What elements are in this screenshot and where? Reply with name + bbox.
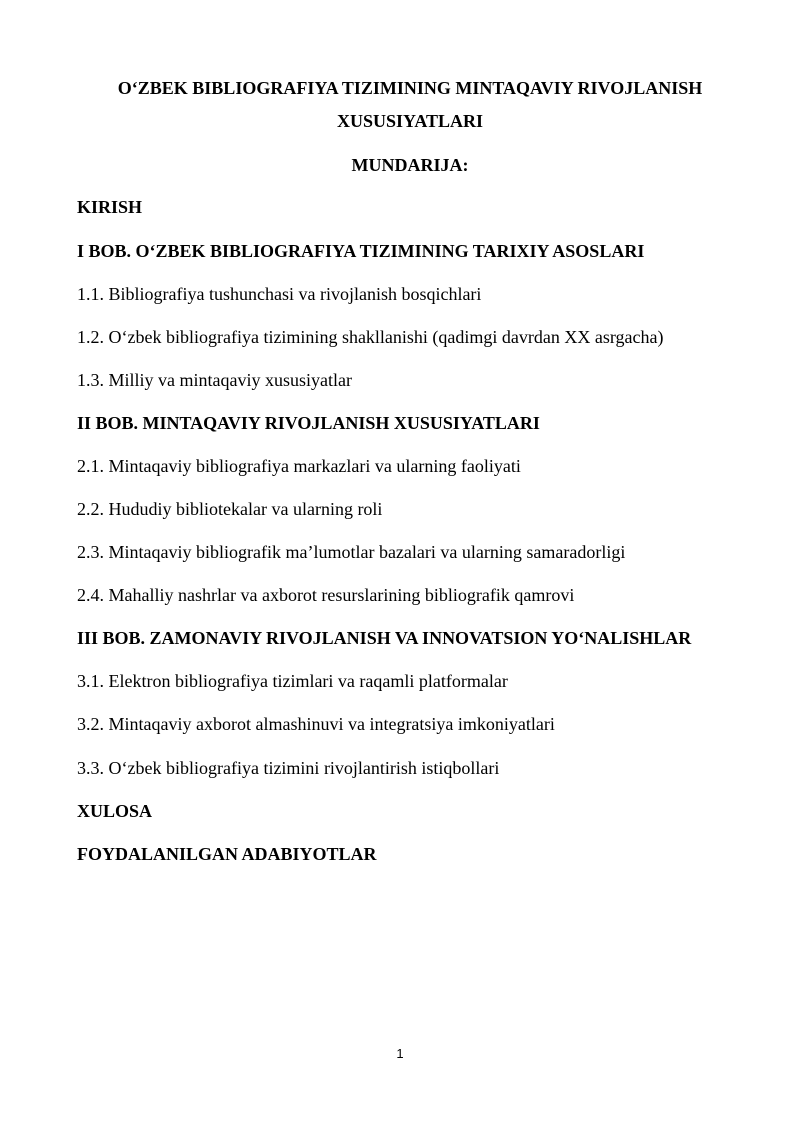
toc-entry: 1.2. O‘zbek bibliografiya tizimining shakllanishi (qadimgi davrdan XX asrgacha) <box>77 327 664 347</box>
toc-entry: 3.3. O‘zbek bibliografiya tizimini rivojlantirish istiqbollari <box>77 758 500 778</box>
toc-entry: XULOSA <box>77 801 153 821</box>
document-title-line-1: O‘ZBEK BIBLIOGRAFIYA TIZIMINING MINTAQAVIY RIVOJLANISH <box>117 78 703 98</box>
toc-entry: 2.4. Mahalliy nashrlar va axborot resurslarining bibliografik qamrovi <box>77 585 575 605</box>
toc-entry: 1.3. Milliy va mintaqaviy xususiyatlar <box>77 370 352 390</box>
page-number: 1 <box>396 1046 404 1061</box>
toc-entry: II BOB. MINTAQAVIY RIVOJLANISH XUSUSIYATLARI <box>77 413 540 433</box>
toc-entry: III BOB. ZAMONAVIY RIVOJLANISH VA INNOVATSION YO‘NALISHLAR <box>77 628 692 648</box>
toc-entry: 1.1. Bibliografiya tushunchasi va rivojlanish bosqichlari <box>77 284 482 304</box>
toc-entry: 3.2. Mintaqaviy axborot almashinuvi va integratsiya imkoniyatlari <box>77 714 555 734</box>
toc-entry: FOYDALANILGAN ADABIYOTLAR <box>77 844 377 864</box>
document-title-line-2: XUSUSIYATLARI <box>336 111 484 131</box>
contents-heading: MUNDARIJA: <box>351 155 469 175</box>
toc-entry: 3.1. Elektron bibliografiya tizimlari va raqamli platformalar <box>77 671 508 691</box>
toc-entry: I BOB. O‘ZBEK BIBLIOGRAFIYA TIZIMINING TARIXIY ASOSLARI <box>77 241 645 261</box>
toc-entry: 2.1. Mintaqaviy bibliografiya markazlari va ularning faoliyati <box>77 456 521 476</box>
toc-entry: 2.2. Hududiy bibliotekalar va ularning roli <box>77 499 383 519</box>
toc-entry: 2.3. Mintaqaviy bibliografik ma’lumotlar bazalari va ularning samaradorligi <box>77 542 626 562</box>
toc-entry: KIRISH <box>77 197 143 217</box>
